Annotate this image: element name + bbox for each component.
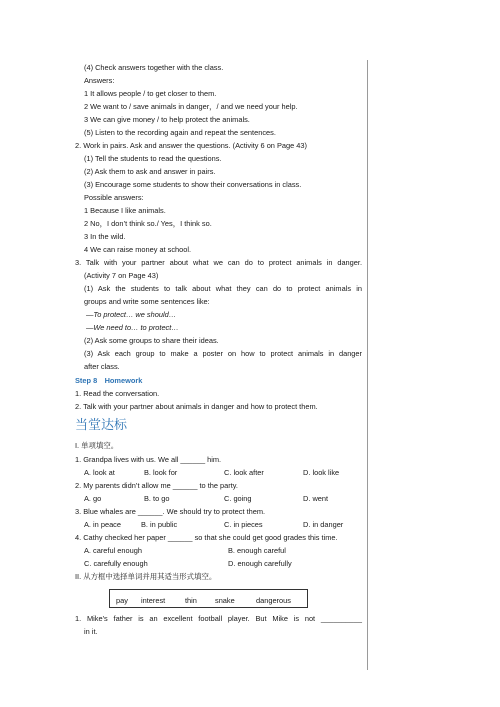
- q2-option-c: C. going: [224, 494, 252, 503]
- word-box-item: interest: [141, 596, 166, 605]
- example-to-protect: —To protect… we should…: [86, 310, 177, 319]
- homework-1: 1. Read the conversation.: [75, 389, 160, 398]
- answers-label: Answers:: [84, 76, 115, 85]
- possible-answer-1: 1 Because I like animals.: [84, 206, 166, 215]
- part2-heading: II. 从方框中选择单词并用其适当形式填空。: [75, 572, 217, 581]
- step8-heading: Step 8 Homework: [75, 376, 143, 385]
- q1-option-b: B. look for: [144, 468, 178, 477]
- listen-line: (5) Listen to the recording again and repeat the sentences.: [84, 128, 276, 137]
- ask-students-cont: groups and write some sentences like:: [84, 297, 210, 306]
- question-2: 2. My parents didn’t allow me ______ to the party.: [75, 481, 238, 490]
- encourage-line: (3) Encourage some students to show their conversations in class.: [84, 180, 302, 189]
- q1-option-a: A. look at: [84, 468, 115, 477]
- answer-1: 1 It allows people / to get closer to them.: [84, 89, 217, 98]
- poster-line: (3) Ask each group to make a poster on how to protect animals in danger: [84, 349, 362, 358]
- answer-2: 2 We want to / save animals in danger，/ and we need your help.: [84, 102, 298, 111]
- talk-partner-heading: 3. Talk with your partner about what we can do to protect animals in danger.: [75, 258, 362, 267]
- q1-option-d: D. look like: [303, 468, 340, 477]
- question-4: 4. Cathy checked her paper ______ so that she could get good grades this time.: [75, 533, 338, 542]
- q2-option-d: D. went: [303, 494, 329, 503]
- question-1: 1. Grandpa lives with us. We all ______ him.: [75, 455, 222, 464]
- q3-option-a: A. in peace: [84, 520, 121, 529]
- work-pairs-heading: 2. Work in pairs. Ask and answer the questions. (Activity 6 on Page 43): [75, 141, 307, 150]
- possible-answer-2: 2 No，I don’t think so./ Yes，I think so.: [84, 219, 212, 228]
- possible-answer-3: 3 In the wild.: [84, 232, 126, 241]
- word-box-item: snake: [215, 596, 235, 605]
- q3-option-b: B. in public: [141, 520, 178, 529]
- ask-students-line: (1) Ask the students to talk about what they can do to protect animals in: [84, 284, 362, 293]
- tell-line: (1) Tell the students to read the questions.: [84, 154, 222, 163]
- final-question-cont: in it.: [84, 627, 98, 636]
- share-line: (2) Ask some groups to share their ideas.: [84, 336, 219, 345]
- q3-option-d: D. in danger: [303, 520, 344, 529]
- q4-option-a: A. careful enough: [84, 546, 142, 555]
- q2-option-a: A. go: [84, 494, 102, 503]
- part1-heading: I. 单项填空。: [75, 441, 119, 450]
- check-answers-line: (4) Check answers together with the class.: [84, 63, 224, 72]
- ask-pairs-line: (2) Ask them to ask and answer in pairs.: [84, 167, 216, 176]
- word-box-item: pay: [116, 596, 128, 605]
- possible-answers-label: Possible answers:: [84, 193, 144, 202]
- answer-3: 3 We can give money / to help protect the animals.: [84, 115, 250, 124]
- word-box-item: dangerous: [256, 596, 291, 605]
- example-we-need: —We need to… to protect…: [86, 323, 179, 332]
- section-title: 当堂达标: [75, 418, 128, 433]
- page-margin-line: [367, 60, 368, 670]
- q4-option-d: D. enough carefully: [228, 559, 292, 568]
- final-question: 1. Mike’s father is an excellent football player. But Mike is not __________: [75, 614, 362, 623]
- question-3: 3. Blue whales are ______. We should try to protect them.: [75, 507, 266, 516]
- poster-cont: after class.: [84, 362, 120, 371]
- homework-2: 2. Talk with your partner about animals in danger and how to protect them.: [75, 402, 318, 411]
- q4-option-b: B. enough careful: [228, 546, 286, 555]
- q2-option-b: B. to go: [144, 494, 170, 503]
- talk-partner-activity: (Activity 7 on Page 43): [84, 271, 159, 280]
- word-box-item: thin: [185, 596, 197, 605]
- q1-option-c: C. look after: [224, 468, 264, 477]
- q4-option-c: C. carefully enough: [84, 559, 148, 568]
- q3-option-c: C. in pieces: [224, 520, 263, 529]
- possible-answer-4: 4 We can raise money at school.: [84, 245, 192, 254]
